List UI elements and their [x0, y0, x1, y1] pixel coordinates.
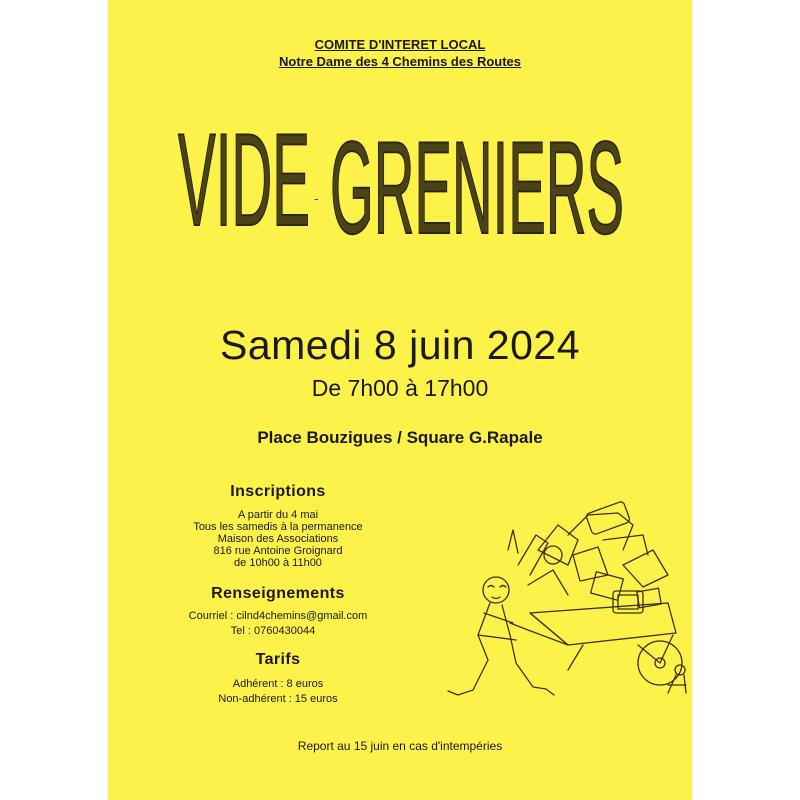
- headline-word-vide: VIDE: [178, 106, 310, 254]
- inscriptions-line: de 10h00 à 11h00: [234, 557, 322, 569]
- inscriptions-line: Tous les samedis à la permanence: [193, 521, 363, 533]
- renseignements-details: [148, 610, 408, 637]
- person-pushing-cart-of-junk-icon: [418, 495, 688, 720]
- inscriptions-details: [148, 509, 408, 569]
- headline: [108, 95, 692, 255]
- contact-phone: Tel : 0760430044: [230, 625, 316, 637]
- inscriptions-line: Maison des Associations: [217, 533, 339, 545]
- headline-separator: -: [314, 190, 319, 206]
- tarifs-heading: Tarifs: [255, 651, 301, 668]
- inscriptions-line: A partir du 4 mai: [237, 509, 319, 521]
- renseignements-heading: Renseignements: [211, 585, 345, 602]
- poster-sheet: [108, 0, 692, 800]
- contact-email: Courriel : cilnd4chemins@gmail.com: [188, 610, 368, 622]
- headline-word-greniers: GRENIERS: [330, 114, 624, 255]
- event-hours: De 7h00 à 17h00: [311, 375, 489, 401]
- inscriptions-heading: Inscriptions: [230, 483, 326, 500]
- tarifs-details: [148, 678, 408, 705]
- organization-location: Notre Dame des 4 Chemins des Routes: [278, 54, 522, 69]
- event-date: Samedi 8 juin 2024: [219, 322, 581, 368]
- tarif-member: Adhérent : 8 euros: [232, 678, 324, 690]
- inscriptions-line: 816 rue Antoine Groignard: [213, 545, 343, 557]
- event-place: Place Bouzigues / Square G.Rapale: [257, 428, 543, 447]
- weather-postponement-note: Report au 15 juin en cas d'intempéries: [297, 739, 503, 753]
- tarif-non-member: Non-adhérent : 15 euros: [218, 693, 338, 705]
- organization-name: COMITE D'INTERET LOCAL: [314, 37, 486, 52]
